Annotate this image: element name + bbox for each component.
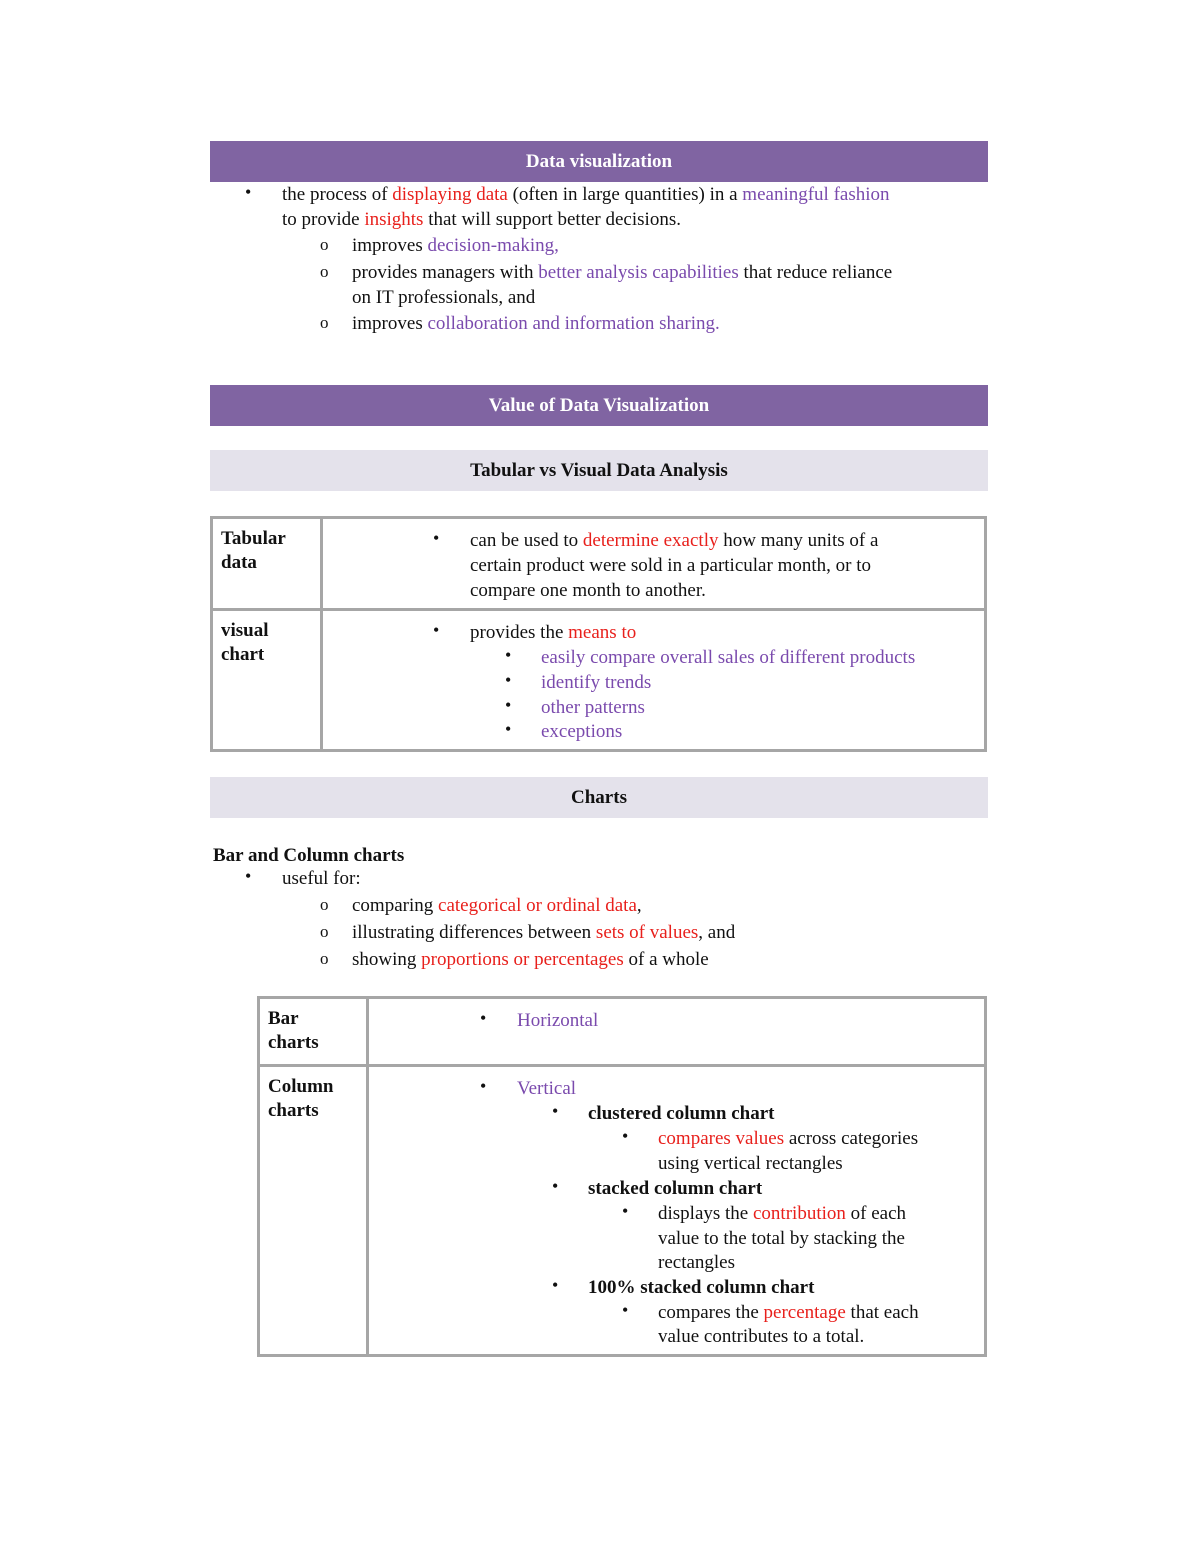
clustered-title: clustered column chart xyxy=(588,1103,775,1124)
bullet-icon: • xyxy=(552,1176,559,1196)
bullet-icon: • xyxy=(622,1300,629,1320)
definition-line-2: to provide insights that will support better decisions. xyxy=(282,209,681,230)
tabular-vs-visual-table xyxy=(210,516,987,752)
row-label: Column xyxy=(268,1076,334,1097)
clustered-desc-1: compares values across categories xyxy=(658,1128,919,1149)
pct-title: 100% stacked column chart xyxy=(588,1277,815,1298)
use-1: comparing categorical or ordinal data, xyxy=(352,895,642,916)
pct-desc-2: value contributes to a total. xyxy=(658,1326,865,1347)
bar-column-table xyxy=(257,996,987,1357)
section-header-value xyxy=(210,385,988,426)
bullet-icon: • xyxy=(622,1201,629,1221)
row-label: data xyxy=(221,552,257,573)
benefit-2-line-2: on IT professionals, and xyxy=(352,287,536,308)
stacked-desc-3: rectangles xyxy=(658,1252,736,1273)
bullet-icon: • xyxy=(505,719,512,739)
subsection-header-tabular-vs-visual xyxy=(210,450,988,491)
row-label: Tabular xyxy=(221,528,286,549)
use-3: showing proportions or percentages of a whole xyxy=(352,949,709,970)
bullet-icon: • xyxy=(480,1076,487,1096)
table-row xyxy=(259,1066,986,1356)
bar-value: Horizontal xyxy=(517,1010,599,1031)
circle-bullet-icon: o xyxy=(320,949,329,968)
section-title: Charts xyxy=(571,787,627,808)
benefit-2: provides managers with better analysis capabilities that reduce reliance xyxy=(352,262,893,283)
table-row xyxy=(212,518,986,610)
stacked-title: stacked column chart xyxy=(588,1178,763,1199)
row-label: Bar xyxy=(268,1008,299,1029)
bullet-icon: • xyxy=(505,645,512,665)
col-value: Vertical xyxy=(517,1078,577,1099)
section-title: Value of Data Visualization xyxy=(488,395,710,416)
visual-sub-2: identify trends xyxy=(541,672,652,693)
benefit-3: improves collaboration and information sharing. xyxy=(352,313,720,334)
bullet-icon: • xyxy=(552,1101,559,1121)
bullet-icon: • xyxy=(245,866,252,886)
circle-bullet-icon: o xyxy=(320,262,329,281)
visual-sub-3: other patterns xyxy=(541,697,645,718)
row-label: charts xyxy=(268,1032,319,1053)
bullet-icon: • xyxy=(245,182,252,202)
tabular-desc-2: certain product were sold in a particular month, or to xyxy=(470,555,871,576)
section-header-data-visualization xyxy=(210,141,988,182)
row-label: visual xyxy=(221,620,269,641)
row-label: charts xyxy=(268,1100,319,1121)
circle-bullet-icon: o xyxy=(320,895,329,914)
definition-line-1: the process of displaying data (often in large quantities) in a meaningful fashion xyxy=(282,184,890,205)
table-row xyxy=(259,998,986,1066)
use-2: illustrating differences between sets of values, and xyxy=(352,922,736,943)
circle-bullet-icon: o xyxy=(320,235,329,254)
subsection-title: Tabular vs Visual Data Analysis xyxy=(470,460,728,481)
table-row xyxy=(212,610,986,751)
visual-sub-4: exceptions xyxy=(541,721,623,742)
stacked-desc-1: displays the contribution of each xyxy=(658,1203,907,1224)
bullet-icon: • xyxy=(552,1275,559,1295)
bullet-icon: • xyxy=(480,1008,487,1028)
bullet-icon: • xyxy=(622,1126,629,1146)
tabular-desc-1: can be used to determine exactly how many units of a xyxy=(470,530,879,551)
clustered-desc-2: using vertical rectangles xyxy=(658,1153,843,1174)
bullet-icon: • xyxy=(505,695,512,715)
visual-sub-1: easily compare overall sales of different products xyxy=(541,647,916,668)
visual-desc-1: provides the means to xyxy=(470,622,637,643)
bullet-icon: • xyxy=(433,620,440,640)
stacked-desc-2: value to the total by stacking the xyxy=(658,1228,905,1249)
bullet-icon: • xyxy=(433,528,440,548)
bar-column-heading: Bar and Column charts xyxy=(213,845,405,866)
useful-for: useful for: xyxy=(282,868,361,889)
section-title: Data visualization xyxy=(525,151,673,172)
tabular-desc-3: compare one month to another. xyxy=(470,580,706,601)
benefit-1: improves decision-making, xyxy=(352,235,559,256)
circle-bullet-icon: o xyxy=(320,922,329,941)
bullet-icon: • xyxy=(505,670,512,690)
circle-bullet-icon: o xyxy=(320,313,329,332)
section-header-charts xyxy=(210,777,988,818)
pct-desc-1: compares the percentage that each xyxy=(658,1302,919,1323)
row-label: chart xyxy=(221,644,265,665)
